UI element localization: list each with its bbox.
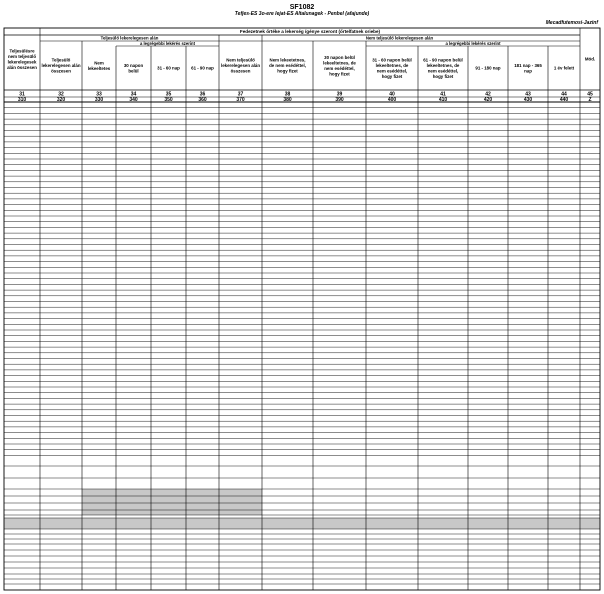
shaded-row bbox=[4, 518, 600, 529]
column-number: 35 bbox=[165, 91, 172, 98]
column-number: 44 bbox=[561, 91, 567, 98]
column-header-8: hogy fizet bbox=[277, 68, 298, 74]
column-header-3: Nem bbox=[94, 60, 104, 66]
column-header-3: lekeeltetes bbox=[87, 65, 111, 71]
column-number: 38 bbox=[284, 91, 291, 98]
column-code: 370 bbox=[236, 97, 245, 103]
column-header-2: összesen bbox=[51, 68, 71, 74]
column-header-1: Teljesülésre bbox=[9, 48, 35, 54]
column-header-10: hogy fizet bbox=[381, 73, 403, 79]
column-number: 36 bbox=[199, 91, 206, 98]
column-header-1: alán összesen bbox=[7, 64, 37, 70]
column-header-12: 91 - 180 nap bbox=[475, 65, 501, 71]
column-header-10: 31 - 60 napon belül bbox=[372, 57, 412, 63]
column-header-13: 181 nap - 365 bbox=[514, 62, 542, 68]
column-header-14: 1 év felett bbox=[553, 65, 575, 71]
column-header-15: Mód. bbox=[584, 56, 596, 62]
column-header-6: 61 - 90 nap bbox=[191, 65, 214, 71]
column-number: 40 bbox=[389, 91, 395, 98]
column-header-11: lekeeltetnes, de bbox=[426, 62, 460, 68]
column-header-11: hogy fizet bbox=[432, 73, 454, 79]
column-header-2: Teljesülő bbox=[51, 57, 71, 63]
column-code: Z bbox=[588, 97, 592, 103]
column-header-4: belül bbox=[128, 68, 139, 74]
column-number: 42 bbox=[485, 91, 491, 98]
column-header-13: nap bbox=[524, 68, 532, 74]
column-header-9: 30 napon belül bbox=[324, 54, 355, 60]
column-number: 37 bbox=[237, 91, 244, 98]
column-header-8: Nem lekeetetnes, bbox=[269, 57, 306, 63]
sub-right-label: a legrégebbi lekérés szerint bbox=[445, 41, 501, 46]
column-header-10: nem esédéttel, bbox=[376, 68, 408, 74]
column-header-7: lekerelegesen alán bbox=[220, 63, 261, 69]
group-right-label: Nem teljesülő lekerelegesen alán bbox=[365, 35, 434, 41]
form-subtitle: Tefjes-ES 3o-ere lejat-ES Altalunagek - Penbel (afajunde) bbox=[234, 11, 370, 17]
column-code: 360 bbox=[198, 97, 207, 103]
column-code: 430 bbox=[523, 97, 533, 103]
column-number: 39 bbox=[336, 91, 343, 98]
column-header-7: összesen bbox=[230, 68, 251, 74]
column-number: 43 bbox=[525, 91, 531, 98]
column-code: 420 bbox=[483, 97, 493, 103]
column-header-1: nem teljesülő bbox=[7, 53, 37, 59]
column-number: 34 bbox=[130, 91, 137, 98]
column-code: 340 bbox=[129, 97, 138, 103]
column-header-9: lekeeltetnes, de bbox=[323, 60, 356, 66]
shaded-block bbox=[82, 489, 262, 515]
column-code: 350 bbox=[164, 97, 173, 103]
column-number: 31 bbox=[19, 91, 25, 98]
unit-label: Mecadfutemosi-Jazinf bbox=[545, 20, 598, 26]
column-code: 380 bbox=[283, 97, 292, 103]
column-code: 320 bbox=[56, 97, 66, 103]
top-group-label: Fedezetnek őrtéke a lekerség ígénye szeront (őrtelfatnek oriebe) bbox=[239, 29, 381, 34]
column-header-7: Nem teljesülő bbox=[226, 57, 255, 63]
column-header-1: lekerelegesek bbox=[7, 59, 37, 65]
column-code: 390 bbox=[335, 97, 344, 103]
column-number: 32 bbox=[58, 91, 64, 98]
column-code: 440 bbox=[559, 97, 569, 103]
column-header-2: lekerelegesen alán bbox=[41, 63, 81, 69]
column-header-4: 30 napon bbox=[123, 62, 144, 68]
column-header-11: 61 - 90 napon belül bbox=[423, 57, 463, 63]
column-header-11: nem esédéttel, bbox=[427, 68, 459, 74]
column-number: 41 bbox=[440, 91, 446, 98]
column-header-10: lekeeltetnes, de bbox=[375, 62, 409, 68]
column-number: 33 bbox=[96, 91, 102, 98]
column-header-5: 31 - 60 nap bbox=[157, 65, 180, 71]
column-header-9: nem esédéttel, bbox=[324, 65, 355, 71]
sub-left-label: a legrégebbi lekérés szerint bbox=[140, 41, 195, 46]
column-code: 410 bbox=[438, 97, 448, 103]
column-number: 45 bbox=[587, 91, 593, 98]
group-left-label: Teljesülő lekerelegesen alán bbox=[100, 35, 159, 41]
column-code: 330 bbox=[94, 97, 104, 103]
form-code: SF1082 bbox=[289, 4, 315, 11]
column-code: 310 bbox=[17, 97, 27, 103]
column-header-8: de nem esédéttel, bbox=[269, 63, 306, 69]
column-header-9: hogy fizet bbox=[329, 71, 350, 77]
column-code: 400 bbox=[387, 97, 397, 103]
